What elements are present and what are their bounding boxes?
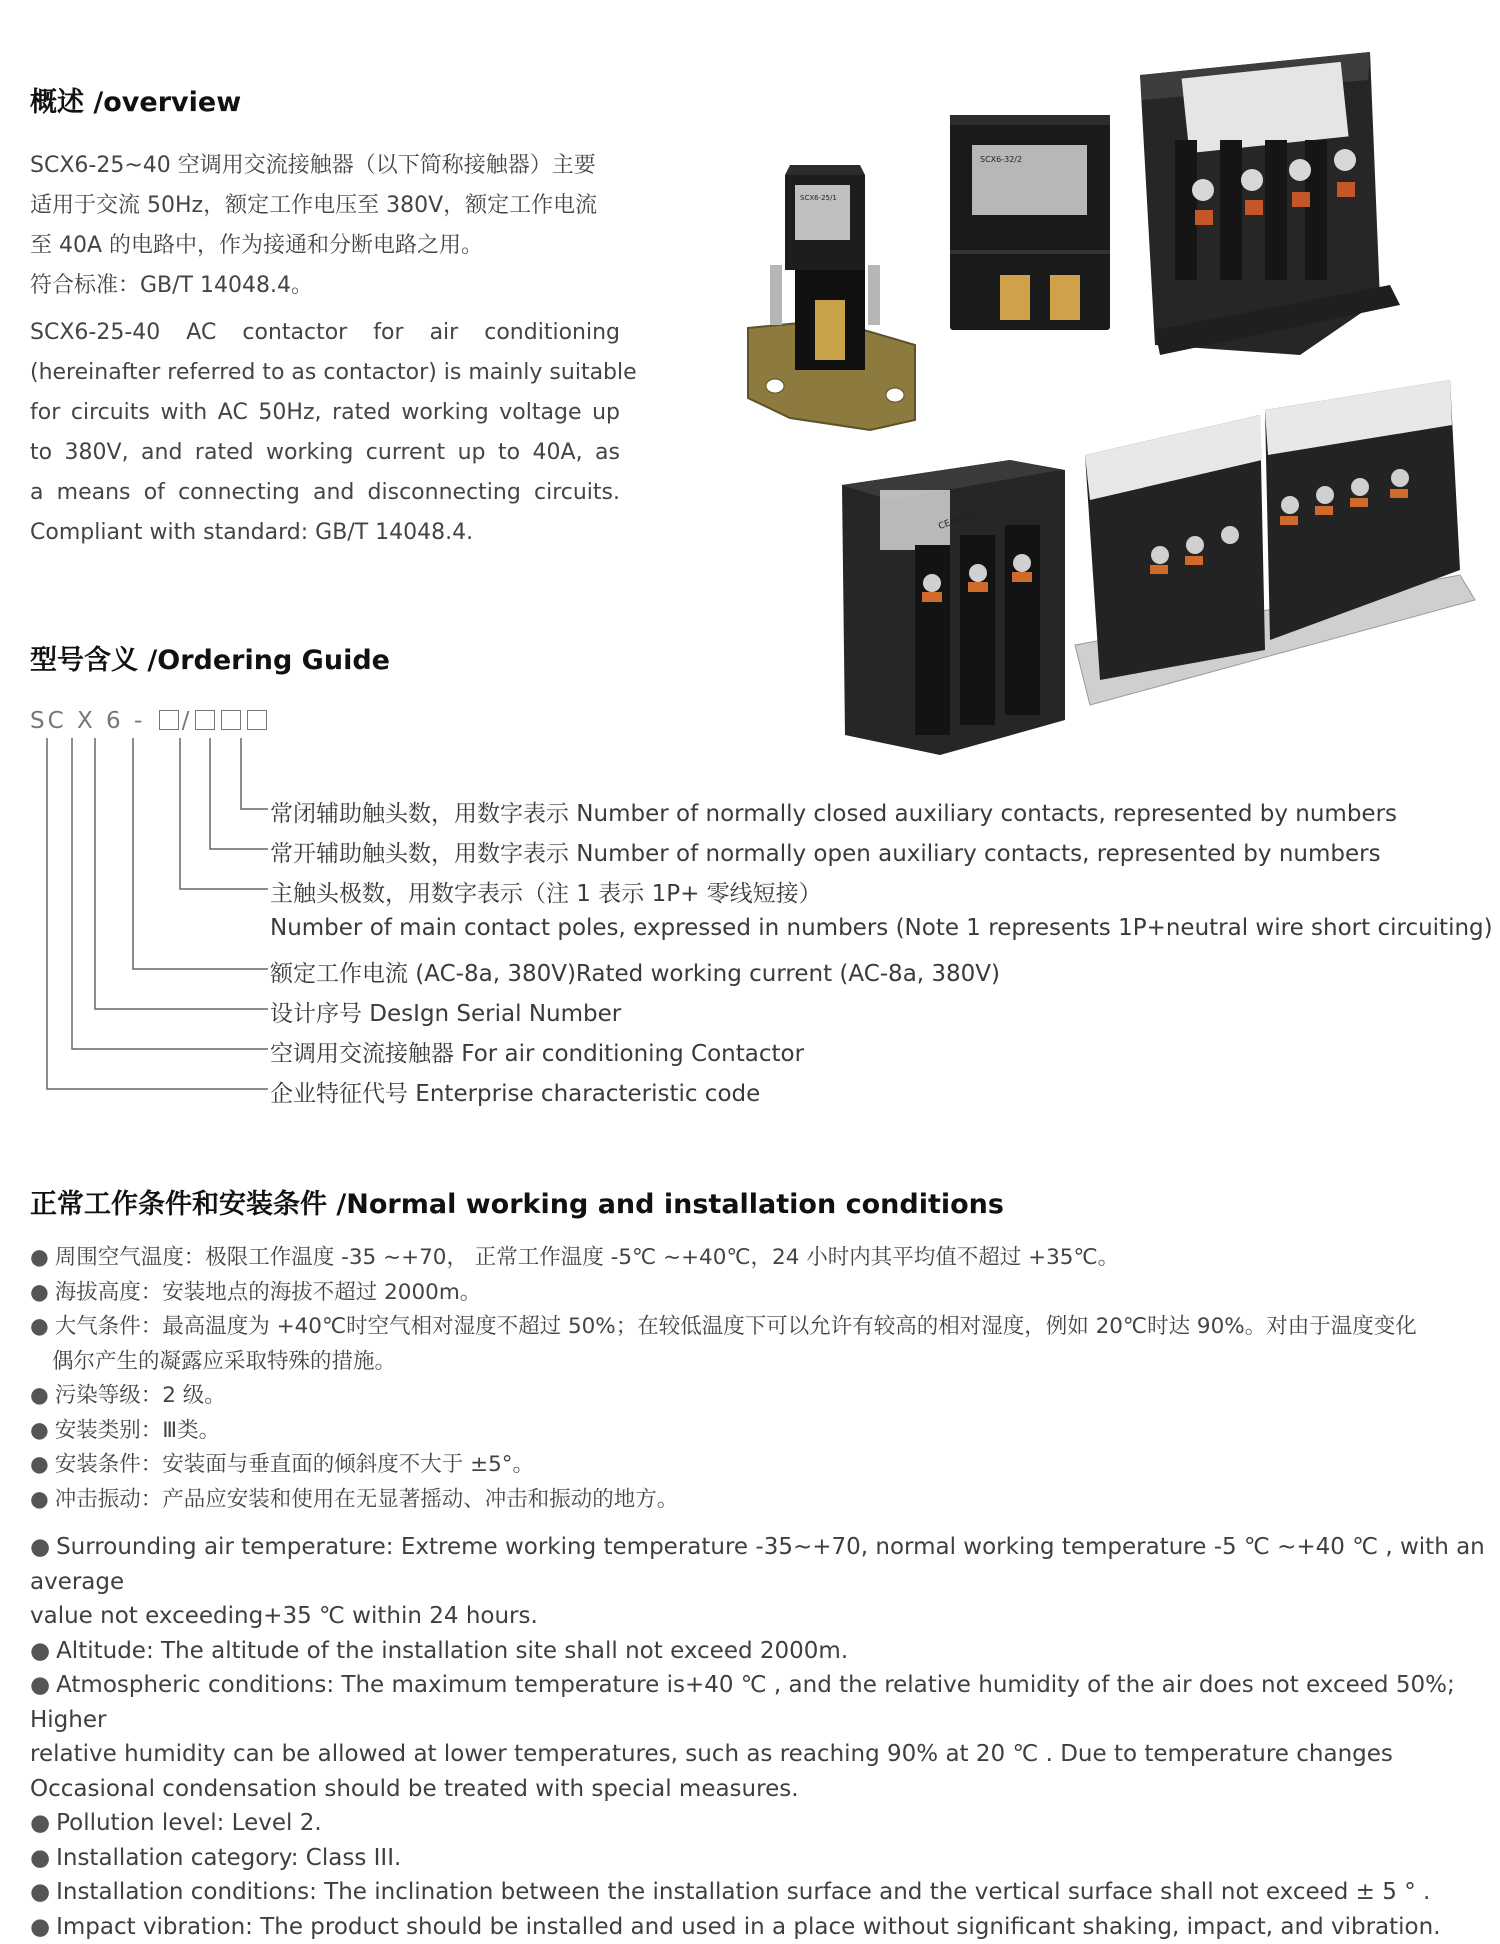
en-item-text: Altitude: The altitude of the installation site shall not exceed 2000m. — [56, 1638, 848, 1664]
overview-cn-line: SCX6-25~40 空调用交流接触器（以下简称接触器）主要 — [30, 146, 620, 186]
contactor-2p-image — [950, 115, 1110, 330]
cn-item-text: 安装条件：安装面与垂直面的倾斜度不大于 ±5°。 — [55, 1452, 534, 1477]
list-item — [30, 1448, 1490, 1483]
conditions-heading: 正常工作条件和安装条件 /Normal working and installation conditions — [30, 1182, 1004, 1221]
conditions-en-list — [30, 1530, 1490, 1944]
bullet-icon: ● — [30, 1672, 50, 1698]
bullet-icon: ● — [30, 1534, 50, 1560]
bullet-icon: ● — [30, 1452, 49, 1477]
model-code-prefix: SC X 6 - — [30, 708, 145, 734]
guide-type: 空调用交流接触器 For air conditioning Contactor — [270, 1035, 804, 1068]
code-box-nc-aux — [247, 710, 267, 730]
en-item-text: Installation category: Class III. — [56, 1845, 401, 1871]
ordering-heading: 型号含义 /Ordering Guide — [30, 638, 390, 677]
contactor-reversing-image — [1075, 380, 1475, 705]
model-code — [30, 708, 270, 734]
overview-en-line: to 380V, and rated working current up to 40A, as — [30, 433, 620, 473]
bullet-icon: ● — [30, 1280, 49, 1305]
conditions-cn-list — [30, 1241, 1490, 1517]
list-item-continuation: 偶尔产生的凝露应采取特殊的措施。 — [30, 1345, 1490, 1380]
bullet-icon: ● — [30, 1914, 50, 1940]
guide-poles-cn: 主触头极数，用数字表示（注 1 表示 1P+ 零线短接） — [270, 875, 822, 908]
p4-mark: CE RoHS — [937, 509, 977, 532]
model-code-slash: / — [182, 708, 193, 734]
overview-en-line: SCX6-25-40 AC contactor for air conditioning — [30, 313, 620, 353]
code-box-poles — [195, 710, 215, 730]
overview-cn-line: 符合标准：GB/T 14048.4。 — [30, 266, 620, 306]
list-item-continuation: relative humidity can be allowed at lower temperatures, such as reaching 90% at 20 ℃ . Due to temperature changes — [30, 1737, 1490, 1772]
guide-enterprise: 企业特征代号 Enterprise characteristic code — [270, 1075, 760, 1108]
cn-item-text: 污染等级：2 级。 — [55, 1383, 226, 1408]
contactor-1p-image — [748, 165, 915, 430]
bullet-icon: ● — [30, 1845, 50, 1871]
cn-item-text: 海拔高度：安装地点的海拔不超过 2000m。 — [55, 1280, 482, 1305]
en-item-text: Pollution level: Level 2. — [56, 1810, 322, 1836]
bullet-icon: ● — [30, 1418, 49, 1443]
contactor-4p-image — [1140, 52, 1400, 355]
bullet-icon: ● — [30, 1638, 50, 1664]
list-item-continuation: value not exceeding+35 ℃ within 24 hours. — [30, 1599, 1490, 1634]
code-box-no-aux — [221, 710, 241, 730]
guide-nc-aux: 常闭辅助触头数，用数字表示 Number of normally closed auxiliary contacts, represented by numbers — [270, 795, 1397, 828]
list-item — [30, 1875, 1490, 1910]
cn-item-text: 冲击振动：产品应安装和使用在无显著摇动、冲击和振动的地方。 — [55, 1487, 679, 1512]
guide-poles-en: Number of main contact poles, expressed in numbers (Note 1 represents 1P+neutral wire short circuiting) — [270, 915, 1493, 941]
list-item — [30, 1483, 1490, 1518]
en-item-text: Atmospheric conditions: The maximum temperature is+40 ℃ , and the relative humidity of the air does not exceed 50%; Higher — [30, 1672, 1455, 1733]
cn-item-text: 周围空气温度：极限工作温度 -35 ~+70， 正常工作温度 -5℃ ~+40℃，24 小时内其平均值不超过 +35℃。 — [55, 1245, 1119, 1270]
overview-heading: 概述 /overview — [30, 80, 241, 119]
guide-no-aux: 常开辅助触头数，用数字表示 Number of normally open auxiliary contacts, represented by numbers — [270, 835, 1381, 868]
p2-label: SCX6-32/2 — [980, 155, 1022, 164]
bullet-icon: ● — [30, 1383, 49, 1408]
bullet-icon: ● — [30, 1487, 49, 1512]
bullet-icon: ● — [30, 1879, 50, 1905]
contactor-3p-image — [842, 460, 1065, 755]
bullet-icon: ● — [30, 1314, 49, 1339]
overview-cn-line: 至 40A 的电路中，作为接通和分断电路之用。 — [30, 226, 620, 266]
list-item — [30, 1379, 1490, 1414]
list-item — [30, 1276, 1490, 1311]
list-item — [30, 1530, 1490, 1599]
bullet-icon: ● — [30, 1810, 50, 1836]
code-box-current — [159, 710, 179, 730]
list-item — [30, 1806, 1490, 1841]
guide-serial: 设计序号 DesIgn Serial Number — [270, 995, 621, 1028]
overview-en-line: Compliant with standard: GB/T 14048.4. — [30, 513, 620, 553]
list-item — [30, 1634, 1490, 1669]
list-item — [30, 1310, 1490, 1345]
overview-cn-line: 适用于交流 50Hz，额定工作电压至 380V，额定工作电流 — [30, 186, 620, 226]
list-item-continuation: Occasional condensation should be treated with special measures. — [30, 1772, 1490, 1807]
cn-item-text: 安装类别：Ⅲ类。 — [55, 1418, 220, 1443]
en-item-text: Installation conditions: The inclination between the installation surface and the vertical surface shall not exceed ± 5 ° . — [56, 1879, 1430, 1905]
en-item-text: Surrounding air temperature: Extreme working temperature -35~+70, normal working temperature -5 ℃ ~+40 ℃ , with an average — [30, 1534, 1485, 1595]
bullet-icon: ● — [30, 1245, 49, 1270]
en-item-text: Impact vibration: The product should be installed and used in a place without significant shaking, impact, and vibration. — [56, 1914, 1440, 1940]
guide-current: 额定工作电流 (AC-8a, 380V)Rated working current (AC-8a, 380V) — [270, 955, 1000, 988]
list-item — [30, 1414, 1490, 1449]
overview-en-line: (hereinafter referred to as contactor) is mainly suitable — [30, 353, 620, 393]
overview-en-line: for circuits with AC 50Hz, rated working voltage up — [30, 393, 620, 433]
cn-item-text: 大气条件：最高温度为 +40℃时空气相对湿度不超过 50%；在较低温度下可以允许有较高的相对湿度，例如 20℃时达 90%。对由于温度变化 — [55, 1314, 1417, 1339]
list-item — [30, 1910, 1490, 1944]
p1-label: SCX6-25/1 — [800, 194, 837, 202]
list-item — [30, 1668, 1490, 1737]
overview-en-line: a means of connecting and disconnecting circuits. — [30, 473, 620, 513]
list-item — [30, 1241, 1490, 1276]
list-item — [30, 1841, 1490, 1876]
